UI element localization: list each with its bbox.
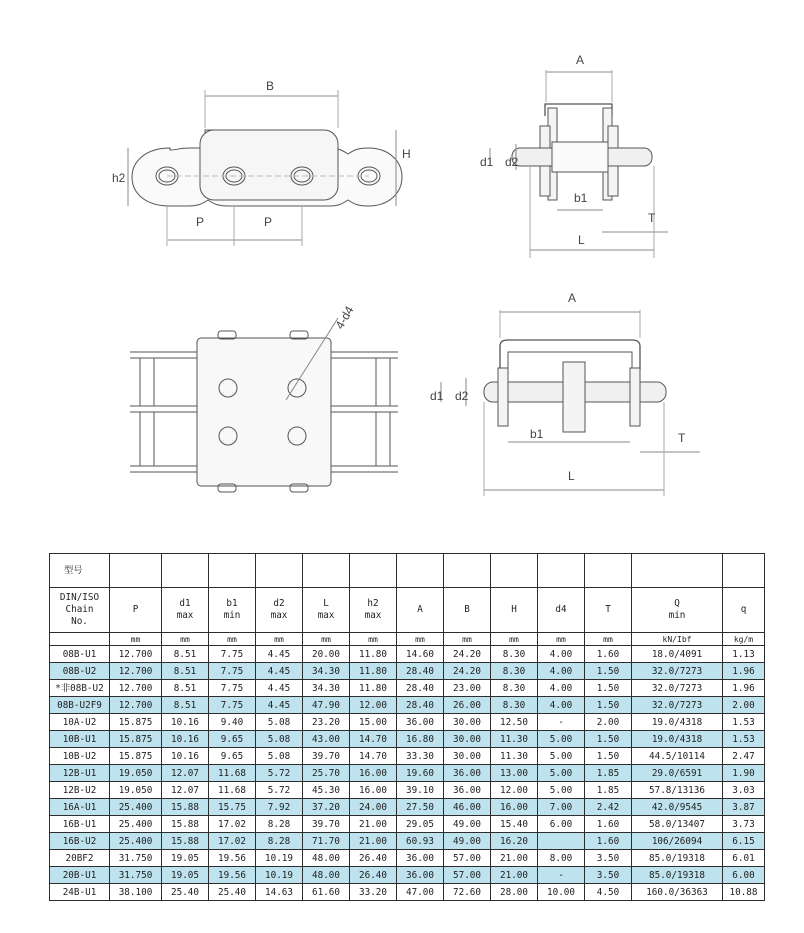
dim-label-T-2: T	[678, 431, 686, 445]
table-cell: 10.19	[256, 867, 303, 884]
table-cell: 15.875	[110, 748, 162, 765]
table-cell: 16.00	[350, 782, 397, 799]
table-cell: 1.13	[723, 646, 765, 663]
table-cell: 23.00	[444, 680, 491, 697]
table-cell: 16.20	[491, 833, 538, 850]
dim-label-P-2: P	[264, 215, 273, 229]
table-cell: 39.10	[397, 782, 444, 799]
table-cell: 38.100	[110, 884, 162, 901]
unit-cell: mm	[162, 633, 209, 646]
table-cell: 24.20	[444, 663, 491, 680]
dim-label-d1-2: d1	[430, 389, 444, 403]
table-cell: 29.0/6591	[632, 765, 723, 782]
unit-cell: mm	[209, 633, 256, 646]
table-cell: 10.16	[162, 731, 209, 748]
table-cell: 25.40	[162, 884, 209, 901]
column-header-p: P	[110, 588, 162, 633]
chain-no-cell: 16B-U1	[50, 816, 110, 833]
table-cell: 10.88	[723, 884, 765, 901]
unit-cell: kN/Ibf	[632, 633, 723, 646]
table-row	[50, 731, 765, 748]
table-cell: 1.90	[723, 765, 765, 782]
table-cell: 33.20	[350, 884, 397, 901]
table-cell: 44.5/10114	[632, 748, 723, 765]
table-cell: 8.30	[491, 697, 538, 714]
table-cell: 11.80	[350, 663, 397, 680]
table-cell: 15.00	[350, 714, 397, 731]
table-cell: 11.30	[491, 731, 538, 748]
table-cell: 31.750	[110, 867, 162, 884]
table-row	[50, 816, 765, 833]
table-cell: 1.85	[585, 782, 632, 799]
table-cell: 30.00	[444, 731, 491, 748]
table-cell: 4.45	[256, 663, 303, 680]
column-header-t: T	[585, 588, 632, 633]
table-cell: 30.00	[444, 714, 491, 731]
table-cell: 27.50	[397, 799, 444, 816]
column-header-q: q	[723, 588, 765, 633]
table-cell: 12.700	[110, 646, 162, 663]
table-cell: 1.53	[723, 714, 765, 731]
unit-cell: mm	[303, 633, 350, 646]
table-cell: 5.72	[256, 782, 303, 799]
table-cell: 20.00	[303, 646, 350, 663]
table-cell: 48.00	[303, 867, 350, 884]
dim-label-A-1: A	[576, 53, 585, 67]
column-header-d1: d1 max	[162, 588, 209, 633]
table-cell: 45.30	[303, 782, 350, 799]
table-cell: 18.0/4091	[632, 646, 723, 663]
table-cell: 4.00	[538, 680, 585, 697]
unit-cell: mm	[350, 633, 397, 646]
table-cell: 49.00	[444, 816, 491, 833]
table-cell: 7.75	[209, 680, 256, 697]
chain-no-header: DIN/ISO Chain No.	[50, 588, 110, 633]
table-cell	[538, 833, 585, 850]
table-cell: 28.00	[491, 884, 538, 901]
table-cell: 39.70	[303, 748, 350, 765]
table-cell: 21.00	[350, 816, 397, 833]
dim-label-A-2: A	[568, 291, 577, 305]
table-cell: 25.40	[209, 884, 256, 901]
table-cell: 1.50	[585, 731, 632, 748]
table-cell: 160.0/36363	[632, 884, 723, 901]
table-row	[50, 680, 765, 697]
table-cell: 9.65	[209, 748, 256, 765]
table-cell: 1.50	[585, 697, 632, 714]
table-cell: 2.47	[723, 748, 765, 765]
column-header-row	[50, 588, 765, 633]
table-cell: 49.00	[444, 833, 491, 850]
chain-no-cell: 16A-U1	[50, 799, 110, 816]
table-cell: 5.00	[538, 731, 585, 748]
table-cell: 8.30	[491, 646, 538, 663]
table-cell: 12.07	[162, 765, 209, 782]
table-cell: 12.700	[110, 697, 162, 714]
column-header-q: Q min	[632, 588, 723, 633]
table-cell: 57.00	[444, 850, 491, 867]
column-header-h2: h2 max	[350, 588, 397, 633]
chain-no-cell: 08B-U1	[50, 646, 110, 663]
table-cell: 3.50	[585, 867, 632, 884]
chain-no-cell: 16B-U2	[50, 833, 110, 850]
table-cell: 12.700	[110, 680, 162, 697]
table-cell: 19.05	[162, 850, 209, 867]
table-row	[50, 663, 765, 680]
table-cell: 5.00	[538, 782, 585, 799]
table-cell: 33.30	[397, 748, 444, 765]
table-cell: 9.40	[209, 714, 256, 731]
table-cell: 9.65	[209, 731, 256, 748]
spec-table	[49, 553, 765, 901]
table-row	[50, 867, 765, 884]
table-cell: 85.0/19318	[632, 850, 723, 867]
table-cell: 47.90	[303, 697, 350, 714]
table-cell: 28.40	[397, 663, 444, 680]
table-cell: 10.16	[162, 748, 209, 765]
table-cell: 15.875	[110, 731, 162, 748]
table-cell: 2.42	[585, 799, 632, 816]
table-cell: -	[538, 867, 585, 884]
table-cell: 1.50	[585, 663, 632, 680]
dim-label-b1-2: b1	[530, 427, 544, 441]
unit-cell-empty	[50, 633, 110, 646]
spec-table-body	[50, 646, 765, 901]
column-header-d2: d2 max	[256, 588, 303, 633]
table-cell: 15.88	[162, 833, 209, 850]
table-cell: 29.05	[397, 816, 444, 833]
chain-no-cell: 08B-U2	[50, 663, 110, 680]
table-cell: 19.60	[397, 765, 444, 782]
table-cell: 8.30	[491, 680, 538, 697]
table-cell: 28.40	[397, 680, 444, 697]
dim-label-d2-2: d2	[455, 389, 469, 403]
table-cell: 61.60	[303, 884, 350, 901]
table-cell: -	[538, 714, 585, 731]
column-header-d4: d4	[538, 588, 585, 633]
table-cell: 10.16	[162, 714, 209, 731]
column-header-h: H	[491, 588, 538, 633]
table-cell: 4.00	[538, 697, 585, 714]
table-cell: 14.63	[256, 884, 303, 901]
table-row	[50, 799, 765, 816]
table-cell: 24.20	[444, 646, 491, 663]
table-cell: 34.30	[303, 663, 350, 680]
chain-no-cell: 10B-U1	[50, 731, 110, 748]
table-cell: 1.50	[585, 748, 632, 765]
table-cell: 46.00	[444, 799, 491, 816]
unit-row	[50, 633, 765, 646]
table-cell: 6.00	[723, 867, 765, 884]
table-cell: 85.0/19318	[632, 867, 723, 884]
table-cell: 8.51	[162, 663, 209, 680]
table-cell: 39.70	[303, 816, 350, 833]
table-cell: 6.01	[723, 850, 765, 867]
table-cell: 14.70	[350, 748, 397, 765]
table-cell: 19.0/4318	[632, 714, 723, 731]
table-cell: 24.00	[350, 799, 397, 816]
table-cell: 5.08	[256, 714, 303, 731]
table-cell: 1.85	[585, 765, 632, 782]
table-cell: 42.0/9545	[632, 799, 723, 816]
table-cell: 11.30	[491, 748, 538, 765]
chain-no-cell: 20B-U1	[50, 867, 110, 884]
table-cell: 72.60	[444, 884, 491, 901]
table-cell: 19.56	[209, 867, 256, 884]
dim-label-d2-1: d2	[505, 155, 519, 169]
table-cell: 7.92	[256, 799, 303, 816]
table-cell: 11.68	[209, 765, 256, 782]
table-cell: 19.05	[162, 867, 209, 884]
type-header-row	[50, 554, 765, 588]
table-cell: 4.00	[538, 663, 585, 680]
table-cell: 8.28	[256, 833, 303, 850]
chain-no-cell: *非08B-U2	[50, 680, 110, 697]
table-cell: 25.400	[110, 799, 162, 816]
table-cell: 7.75	[209, 646, 256, 663]
dim-label-B: B	[266, 79, 275, 93]
dim-label-P-1: P	[196, 215, 205, 229]
table-cell: 60.93	[397, 833, 444, 850]
table-cell: 21.00	[350, 833, 397, 850]
table-row	[50, 714, 765, 731]
table-cell: 8.51	[162, 697, 209, 714]
table-cell: 15.88	[162, 816, 209, 833]
table-cell: 13.00	[491, 765, 538, 782]
table-cell: 16.00	[491, 799, 538, 816]
chain-no-cell: 12B-U2	[50, 782, 110, 799]
table-cell: 19.050	[110, 782, 162, 799]
table-cell: 5.08	[256, 731, 303, 748]
dim-label-4-d4: 4-d4	[332, 303, 357, 332]
table-cell: 8.28	[256, 816, 303, 833]
table-cell: 19.56	[209, 850, 256, 867]
table-cell: 32.0/7273	[632, 663, 723, 680]
table-cell: 12.00	[491, 782, 538, 799]
table-cell: 2.00	[723, 697, 765, 714]
table-cell: 4.45	[256, 646, 303, 663]
table-row	[50, 782, 765, 799]
type-label: 型号	[50, 554, 110, 588]
unit-cell: mm	[256, 633, 303, 646]
table-row	[50, 833, 765, 850]
table-row	[50, 765, 765, 782]
table-cell: 1.96	[723, 663, 765, 680]
table-cell: 4.00	[538, 646, 585, 663]
table-cell: 26.00	[444, 697, 491, 714]
chain-no-cell: 10B-U2	[50, 748, 110, 765]
table-cell: 1.60	[585, 833, 632, 850]
table-row	[50, 697, 765, 714]
table-cell: 6.00	[538, 816, 585, 833]
table-cell: 4.50	[585, 884, 632, 901]
table-cell: 1.60	[585, 816, 632, 833]
dim-label-L-1: L	[578, 233, 585, 247]
column-header-b: B	[444, 588, 491, 633]
spec-table-container	[49, 553, 764, 901]
dim-label-d1-1: d1	[480, 155, 494, 169]
table-cell: 28.40	[397, 697, 444, 714]
table-cell: 36.00	[397, 850, 444, 867]
table-cell: 10.19	[256, 850, 303, 867]
table-cell: 5.08	[256, 748, 303, 765]
table-cell: 36.00	[444, 765, 491, 782]
table-row	[50, 748, 765, 765]
table-cell: 34.30	[303, 680, 350, 697]
table-cell: 36.00	[397, 867, 444, 884]
table-cell: 11.80	[350, 680, 397, 697]
unit-cell: mm	[491, 633, 538, 646]
table-row	[50, 646, 765, 663]
column-header-b1: b1 min	[209, 588, 256, 633]
table-cell: 21.00	[491, 850, 538, 867]
table-cell: 14.70	[350, 731, 397, 748]
table-cell: 3.03	[723, 782, 765, 799]
chain-no-cell: 20BF2	[50, 850, 110, 867]
table-cell: 1.60	[585, 646, 632, 663]
table-cell: 17.02	[209, 833, 256, 850]
table-cell: 12.700	[110, 663, 162, 680]
table-cell: 2.00	[585, 714, 632, 731]
table-cell: 7.75	[209, 663, 256, 680]
table-cell: 7.00	[538, 799, 585, 816]
unit-cell: mm	[110, 633, 162, 646]
table-cell: 30.00	[444, 748, 491, 765]
table-cell: 48.00	[303, 850, 350, 867]
table-cell: 43.00	[303, 731, 350, 748]
table-cell: 14.60	[397, 646, 444, 663]
table-cell: 1.96	[723, 680, 765, 697]
chain-no-cell: 08B-U2F9	[50, 697, 110, 714]
table-cell: 16.80	[397, 731, 444, 748]
table-cell: 6.15	[723, 833, 765, 850]
chain-no-cell: 10A-U2	[50, 714, 110, 731]
unit-cell: mm	[397, 633, 444, 646]
table-cell: 4.45	[256, 680, 303, 697]
table-cell: 15.875	[110, 714, 162, 731]
table-cell: 25.70	[303, 765, 350, 782]
table-cell: 26.40	[350, 850, 397, 867]
table-cell: 5.00	[538, 748, 585, 765]
table-cell: 3.87	[723, 799, 765, 816]
table-cell: 58.0/13407	[632, 816, 723, 833]
table-cell: 15.88	[162, 799, 209, 816]
table-cell: 7.75	[209, 697, 256, 714]
dim-label-h2: h2	[112, 171, 126, 185]
table-cell: 8.51	[162, 646, 209, 663]
table-cell: 21.00	[491, 867, 538, 884]
dim-label-b1-1: b1	[574, 191, 588, 205]
table-cell: 11.80	[350, 646, 397, 663]
table-cell: 16.00	[350, 765, 397, 782]
table-cell: 19.0/4318	[632, 731, 723, 748]
table-cell: 106/26094	[632, 833, 723, 850]
table-cell: 57.00	[444, 867, 491, 884]
empty-header-cell	[110, 554, 162, 588]
chain-no-cell: 12B-U1	[50, 765, 110, 782]
table-cell: 1.50	[585, 680, 632, 697]
column-header-l: L max	[303, 588, 350, 633]
table-cell: 8.51	[162, 680, 209, 697]
table-cell: 32.0/7273	[632, 697, 723, 714]
table-cell: 4.45	[256, 697, 303, 714]
table-cell: 36.00	[444, 782, 491, 799]
table-cell: 15.75	[209, 799, 256, 816]
dim-label-L-2: L	[568, 469, 575, 483]
table-cell: 71.70	[303, 833, 350, 850]
table-cell: 5.72	[256, 765, 303, 782]
table-row	[50, 850, 765, 867]
table-cell: 15.40	[491, 816, 538, 833]
table-cell: 1.53	[723, 731, 765, 748]
table-cell: 57.8/13136	[632, 782, 723, 799]
table-cell: 47.00	[397, 884, 444, 901]
unit-cell: kg/m	[723, 633, 765, 646]
table-cell: 37.20	[303, 799, 350, 816]
table-cell: 5.00	[538, 765, 585, 782]
table-cell: 17.02	[209, 816, 256, 833]
table-cell: 19.050	[110, 765, 162, 782]
table-cell: 12.50	[491, 714, 538, 731]
table-cell: 3.50	[585, 850, 632, 867]
chain-no-cell: 24B-U1	[50, 884, 110, 901]
table-cell: 12.00	[350, 697, 397, 714]
table-cell: 36.00	[397, 714, 444, 731]
dim-label-T-1: T	[648, 211, 656, 225]
column-header-a: A	[397, 588, 444, 633]
table-cell: 25.400	[110, 816, 162, 833]
table-cell: 12.07	[162, 782, 209, 799]
table-cell: 32.0/7273	[632, 680, 723, 697]
table-cell: 26.40	[350, 867, 397, 884]
chain-top-view	[130, 318, 398, 492]
table-cell: 8.00	[538, 850, 585, 867]
unit-cell: mm	[538, 633, 585, 646]
table-cell: 23.20	[303, 714, 350, 731]
table-cell: 31.750	[110, 850, 162, 867]
table-row	[50, 884, 765, 901]
dim-label-H: H	[402, 147, 411, 161]
table-cell: 10.00	[538, 884, 585, 901]
unit-cell: mm	[585, 633, 632, 646]
table-cell: 8.30	[491, 663, 538, 680]
unit-cell: mm	[444, 633, 491, 646]
table-cell: 25.400	[110, 833, 162, 850]
table-cell: 11.68	[209, 782, 256, 799]
table-cell: 3.73	[723, 816, 765, 833]
